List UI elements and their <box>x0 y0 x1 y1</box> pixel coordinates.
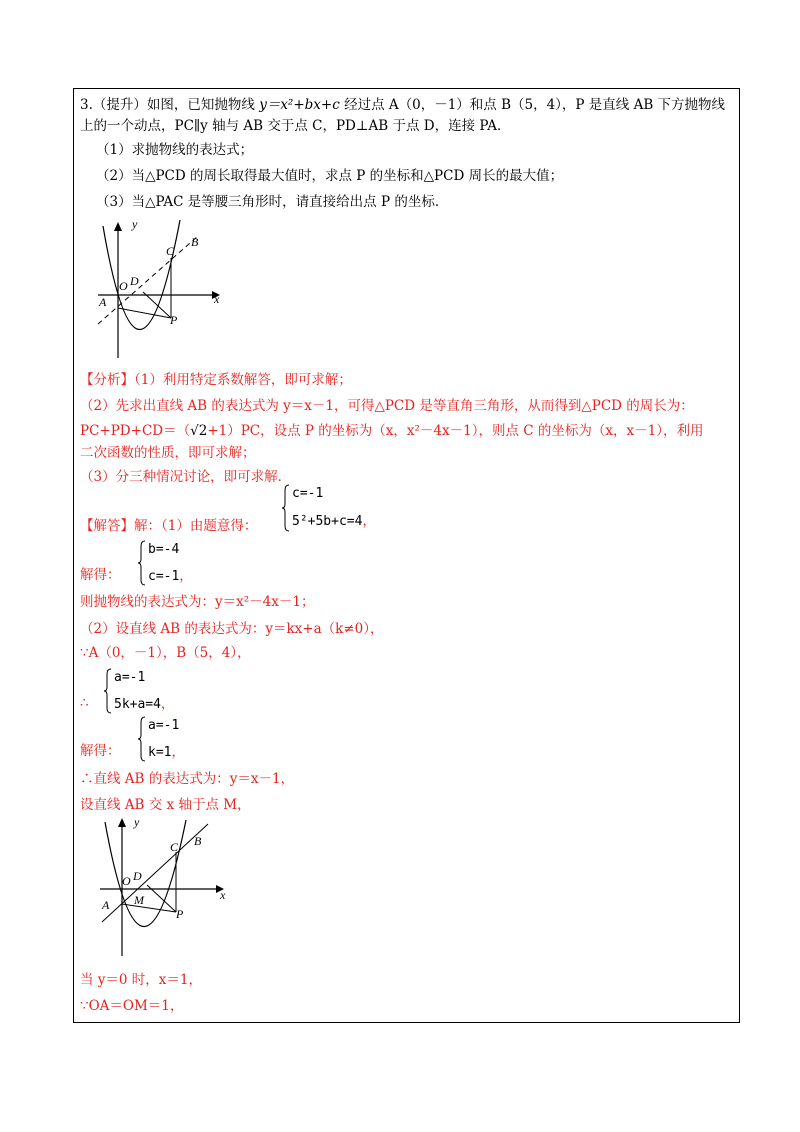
equation-system-4 <box>138 716 218 762</box>
question-sub-2: （2）当△PCD 的周长取得最大值时，求点 P 的坐标和△PCD 周长的最大值； <box>96 168 564 184</box>
solution-intro-text: 解：（1）由题意得： <box>134 518 258 534</box>
system-4-end: ， <box>171 745 185 760</box>
system-3-eq-2 <box>114 693 174 712</box>
analysis-text-1: （1）利用特定系数解答，即可求解； <box>134 372 352 388</box>
sqrt-two: √2 <box>190 423 208 439</box>
solution-intro <box>80 517 257 535</box>
fig1-label-x: x <box>214 292 220 306</box>
figure-2-parabola-graph <box>96 812 236 962</box>
system-2-eq-2 <box>148 565 192 584</box>
system-4-eq-2 <box>148 741 185 760</box>
question-number: 3. <box>80 97 93 113</box>
analysis-text-3a: PC+PD+CD＝（ <box>80 423 191 439</box>
fig2-label-p: P <box>176 907 184 921</box>
solution-line-ab: ∴直线 AB 的表达式为：y＝x－1， <box>80 771 295 787</box>
system-2-eq-2-text: c=-1 <box>148 569 180 584</box>
system-1-eq-1: c=-1 <box>292 486 324 501</box>
fig2-label-d: D <box>133 869 142 883</box>
fig2-label-b: B <box>194 834 202 848</box>
solution-solve-1: 解得： <box>80 567 121 583</box>
question-sub-1: （1）求抛物线的表达式； <box>96 142 254 158</box>
analysis-text-3b: +1）PC，设点 P 的坐标为（x，x²－4x－1），则点 C 的坐标为（x，x－1），利用 <box>207 423 704 439</box>
question-line-1a: （提升）如图，已知抛物线 <box>92 97 260 113</box>
analysis-line-3 <box>80 422 703 440</box>
fig2-label-a: A <box>102 898 110 912</box>
brace-icon <box>282 484 290 532</box>
system-2-end: ， <box>179 569 193 584</box>
brace-icon <box>104 668 112 714</box>
fig2-label-y: y <box>134 815 140 829</box>
fig1-label-y: y <box>132 217 138 231</box>
equation-system-3 <box>104 668 204 714</box>
system-3-end: ， <box>160 697 174 712</box>
question-line-1b: 经过点 A（0，－1）和点 B（5，4），P 是直线 AB 下方抛物线 <box>339 97 726 113</box>
fig1-label-o: O <box>119 279 128 293</box>
fig1-label-d: D <box>130 274 139 288</box>
fig1-label-b: B <box>191 235 199 249</box>
fig1-label-p: P <box>170 313 178 327</box>
system-2-eq-1: b=-4 <box>148 542 180 557</box>
brace-icon <box>138 716 146 762</box>
equation-system-1 <box>282 484 392 532</box>
figure-1-parabola-graph <box>94 214 224 364</box>
analysis-line-2: （2）先求出直线 AB 的表达式为 y＝x－1，可得△PCD 是等直角三角形，从而得到△PCD 的周长为： <box>80 398 694 414</box>
brace-icon <box>138 540 146 586</box>
fig2-label-m: M <box>134 893 144 907</box>
solution-therefore: ∴ <box>80 695 89 711</box>
solution-set-m: 设直线 AB 交 x 轴于点 M， <box>80 797 251 813</box>
question-sub-3: （3）当△PAC 是等腰三角形时，请直接给出点 P 的坐标． <box>96 194 449 210</box>
fig2-label-x: x <box>220 888 226 902</box>
solution-because: ∵A（0，－1），B（5，4）， <box>80 645 251 661</box>
fig1-label-a: A <box>99 295 107 309</box>
solution-oa-om: ∵OA＝OM＝1， <box>80 998 184 1014</box>
system-3-eq-1: a=-1 <box>114 670 146 685</box>
solution-parabola: 则抛物线的表达式为：y＝x²－4x－1； <box>80 594 315 610</box>
system-3-eq-2-text: 5k+a=4 <box>114 697 161 712</box>
question-equation: y＝x²+bx+c <box>259 97 340 113</box>
system-4-eq-1: a=-1 <box>148 718 180 733</box>
system-1-eq-2 <box>292 510 375 529</box>
solution-when: 当 y＝0 时，x＝1， <box>80 972 203 988</box>
fig1-label-c: C <box>166 244 175 258</box>
system-1-eq-2-text: 5²+5b+c=4 <box>292 514 363 529</box>
analysis-line-5: （3）分三种情况讨论，即可求解． <box>80 469 292 485</box>
fig2-label-c: C <box>170 840 179 854</box>
analysis-line-4: 二次函数的性质，即可求解； <box>80 445 256 461</box>
solution-solve-2: 解得： <box>80 743 121 759</box>
solution-tag: 【解答】 <box>80 518 134 534</box>
system-4-eq-2-text: k=1 <box>148 745 172 760</box>
system-1-end: ， <box>362 514 376 529</box>
equation-system-2 <box>138 540 218 586</box>
analysis-tag: 【分析】 <box>80 372 134 388</box>
question-line-1 <box>80 96 725 114</box>
analysis-line-1 <box>80 371 352 389</box>
question-line-2: 上的一个动点，PC∥y 轴与 AB 交于点 C，PD⊥AB 于点 D，连接 PA． <box>80 118 511 134</box>
solution-set-ab: （2）设直线 AB 的表达式为：y＝kx+a（k≠0）， <box>80 621 384 637</box>
fig2-label-o: O <box>122 874 131 888</box>
